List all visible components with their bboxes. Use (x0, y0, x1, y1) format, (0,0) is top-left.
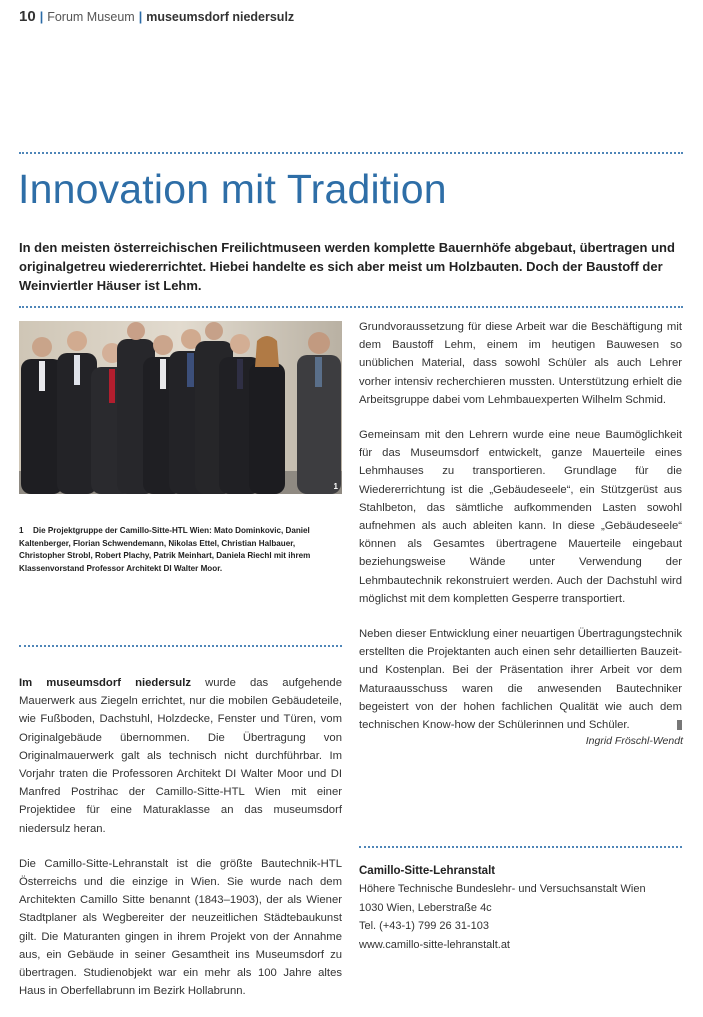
group-photo (19, 321, 342, 494)
lead-paragraph: In den meisten österreichischen Freilichtmuseen werden komplette Bauernhöfe abgebaut, übertragen und originalgetreu wiedererrichtet. Hiebei handelte es sich aber meist um Holzbauten. Doch der Baustoff der Weinviertler Häuser ist Lehm. (19, 240, 675, 293)
right-column (359, 318, 682, 751)
left-column (19, 674, 342, 1017)
caption-text: Die Projektgruppe der Camillo-Sitte-HTL Wien: Mato Dominkovic, Daniel Kaltenberger, Florian Schwendemann, Nikolas Ettel, Christian Halbauer, Christopher Strobl, Robert Plachy, Patrik Meinhart, Daniela Riechl mit ihrem Klassenvorstand Professor Architekt DI Walter Moor. (19, 526, 311, 573)
group-photo-illustration (19, 321, 342, 494)
left-paragraph-1-text: wurde das aufgehende Mauerwerk aus Ziegeln errichtet, nur die mobilen Gebäudeteile, wie Fußboden, Dachstuhl, Holzdecke, Fenster und Türen, vom Originalgebäude übernommen. Die Übertragung von Originalmauerwerk galt als technisch nicht durchführbar. Im Vorjahr traten die Professoren Architekt DI Walter Moor und DI Manfred Postrihac der Camillo-Sitte-HTL Wien mit einer Projektidee für eine Maturaklasse an das museumsdorf niedersulz heran. (19, 677, 342, 835)
info-box-line-1: Höhere Technische Bundeslehr- und Versuchsanstalt Wien (359, 883, 646, 896)
header-subsection: museumsdorf niedersulz (146, 10, 295, 24)
left-paragraph-2: Die Camillo-Sitte-Lehranstalt ist die größte Bautechnik-HTL Österreichs und die einzige in Wien. Sie wurde nach dem Architekten Camillo Sitte benannt (1843–1903), der als Wiener Stadtplaner als Wegbereiter der neuzeitlichen Städtebaukunst gilt. Die Maturanten gingen in ihrem Projekt von der Annahme aus, ein Gebäude in seiner Gesamtheit ins Museumsdorf zu übertragen. Studienobjekt war ein mehr als 100 Jahre altes Haus in Oberfellabrunn im Bezirk Hollabrunn. (19, 857, 342, 998)
info-box-line-3: Tel. (+43-1) 799 26 31-103 (359, 920, 489, 933)
photo-number: 1 (333, 482, 338, 491)
left-paragraph-1-lead: Im museumsdorf niedersulz (19, 677, 191, 689)
info-box-website-link[interactable]: www.camillo-sitte-lehranstalt.at (359, 938, 510, 951)
divider-top (19, 152, 683, 154)
right-paragraph-3 (359, 625, 682, 734)
end-mark-icon (677, 720, 682, 730)
caption-number: 1 (19, 526, 24, 535)
info-box-line-2: 1030 Wien, Leberstraße 4c (359, 901, 492, 914)
running-header: 10 | Forum Museum | museumsdorf niedersulz (19, 8, 295, 25)
author-signature: Ingrid Fröschl-Wendt (585, 735, 683, 747)
info-box-title: Camillo-Sitte-Lehranstalt (359, 865, 496, 877)
divider-left (19, 645, 342, 647)
info-box (359, 862, 681, 954)
right-paragraph-2: Gemeinsam mit den Lehrern wurde eine neue Baumöglichkeit für das Museumsdorf entwickelt, ganze Mauerteile eines Lehmhauses zu transportieren. Grundlage für die Wiedererrichtung ist die „Gebäudeseele“, ein Stützgerüst aus Stahlbeton, das sämtliche aufkommenden Lasten sowohl aufnehmen als auch ableiten kann. In diese „Gebäudeseele“ können als Gesamtes übertragene Mauerteile eingebaut beziehungsweise Wände unter Verwendung der Lehmbautechnik rekonstruiert werden. Auch der Dachstuhl wird möglichst mit dem kompletten Gesperre transportiert. (359, 429, 682, 605)
right-paragraph-3-text: Neben dieser Entwicklung einer neuartigen Übertragungstechnik erstellten die Projektanten auch einen sehr detaillierten Bauzeit- und Kostenplan. Bei der Präsentation ihrer Arbeit vor dem Maturaausschuss waren die anwesenden Bautechniker begeistert von der hohen fachlichen Qualität wie auch dem technischen Know-how der Schülerinnen und Schüler. (359, 628, 682, 732)
left-paragraph-1 (19, 674, 342, 838)
photo-caption (19, 525, 342, 575)
page-number: 10 (19, 8, 36, 25)
divider-lead (19, 306, 683, 308)
divider-box (359, 846, 682, 848)
header-section: Forum Museum (47, 10, 135, 24)
page-title: Innovation mit Tradition (18, 166, 447, 212)
right-paragraph-1: Grundvoraussetzung für diese Arbeit war die Beschäftigung mit dem Baustoff Lehm, einem im heutigen Bauwesen so unüblichen Material, dass sowohl Schüler als auch Lehrer vorher intensiv recherchieren mussten. Unterstützung erhielt die Arbeitsgruppe dabei vom Lehmbauexperten Wilhelm Schmid. (359, 321, 682, 406)
